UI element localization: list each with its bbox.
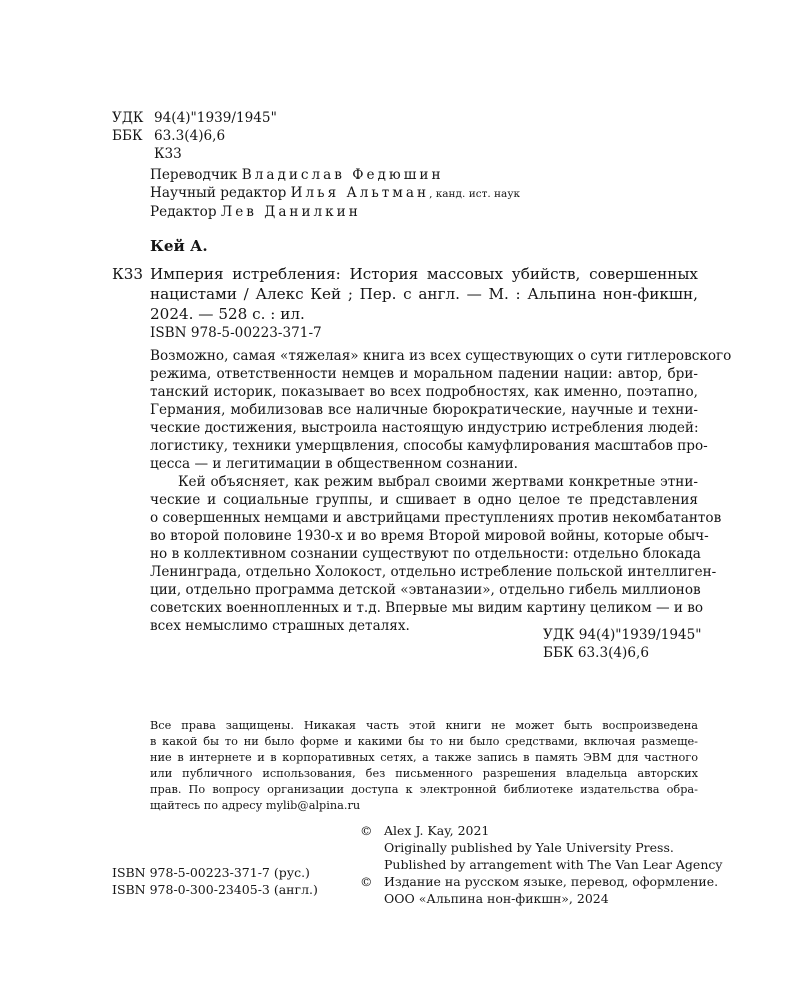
index-bbk: ББК 63.3(4)6,6 [543,645,649,661]
copyright-line: Alex J. Kay, 2021 [384,823,490,838]
translator-line: Переводчик Владислав Федюшин [150,167,444,183]
annotation-line: ческие достижения, выстроила настоящую индустрию истребления людей: [150,420,699,436]
annotation-line: Возможно, самая «тяжелая» книга из всех существующих о сути гитлеровского [150,348,732,364]
isbn-en: ISBN 978-0-300-23405-3 (англ.) [112,882,318,897]
rights-line: или публичного использования, без письменного разрешения владельца авторских [150,767,698,780]
isbn-block [112,864,318,898]
translator-name: Владислав Федюшин [241,167,444,183]
editor-line: Редактор Лев Данилкин [150,204,361,220]
index-block [543,626,702,662]
copyright-symbol: © [360,874,373,889]
author-mark: К33 [154,146,182,162]
rights-line: в какой бы то ни было форме и какими бы то ни было средствами, включая размеще- [150,735,698,748]
copyright-line: Originally published by Yale University Press. [384,840,674,855]
catalog-isbn: ISBN 978-5-00223-371-7 [150,325,322,341]
annotation-line: танский историк, показывает во всех подробностях, как именно, поэтапно, [150,384,698,400]
sci-editor-degree: , канд. ист. наук [429,188,521,200]
copyright-line: Издание на русском языке, перевод, оформление. [384,874,719,889]
annotation-line: о совершенных немцами и австрийцами преступлениях против некомбатантов [150,510,722,526]
catalog-entry-line: Империя истребления: История массовых убийств, совершенных [150,265,698,283]
annotation-line: ческие и социальные группы, и сшивает в одно целое те представления [150,492,698,508]
isbn-ru: ISBN 978-5-00223-371-7 (рус.) [112,865,310,880]
annotation-line: логистику, техники умерщвления, способы камуфлирования масштабов про- [150,438,708,454]
catalog-entry-line: 2024. — 528 с. : ил. [150,305,305,323]
sci-editor-name: Илья Альтман [290,185,430,201]
copyright-symbol: © [360,823,373,838]
catalog-entry [150,264,698,324]
copyright-block [360,822,722,907]
bbk-value: 63.3(4)6,6 [154,128,226,144]
rights-notice [150,718,698,814]
rights-line: щайтесь по адресу mylib@alpina.ru [150,799,361,812]
copyright-line: ООО «Альпина нон-фикшн», 2024 [384,891,609,906]
udk-value: 94(4)"1939/1945" [154,110,277,126]
classification-block [112,109,277,163]
index-udk: УДК 94(4)"1939/1945" [543,627,702,643]
annotation-line: Ленинграда, отдельно Холокост, отдельно истребление польской интеллиген- [150,564,717,580]
author-heading: Кей А. [150,237,208,255]
annotation-line: всех немыслимо страшных деталях. [150,618,410,634]
annotation-line: ции, отдельно программа детской «эвтаназии», отдельно гибель миллионов [150,582,701,598]
annotation-line: но в коллективном сознании существуют по отдельности: отдельно блокада [150,546,701,562]
rights-line: ние в интернете и в корпоративных сетях, а также запись в память ЭВМ для частного [150,751,698,764]
sci-editor-line: Научный редактор Илья Альтман, канд. ист. наук [150,185,521,201]
catalog-entry-line: нацистами / Алекс Кей ; Пер. с англ. — М. : Альпина нон-фикшн, [150,285,698,303]
editor-name: Лев Данилкин [220,204,361,220]
annotation-line: Германия, мобилизовав все наличные бюрократические, научные и техни- [150,402,698,418]
bbk-label: ББК [112,128,143,144]
udk-label: УДК [112,110,144,126]
annotation-line: во второй половине 1930-х и во время Второй мировой войны, которые обыч- [150,528,709,544]
copyright-line: Published by arrangement with The Van Lear Agency [384,857,723,872]
credits-block [150,166,520,221]
rights-line: прав. По вопросу организации доступа к электронной библиотеке издательства обра- [150,783,698,796]
annotation-line: режима, ответственности немцев и моральном падении нации: автор, бри- [150,366,698,382]
catalog-mark: К33 [112,265,144,283]
annotation-line: цесса — и легитимации в общественном сознании. [150,456,518,472]
annotation-line: советских военнопленных и т.д. Впервые мы видим картину целиком — и во [150,600,704,616]
annotation-line: Кей объясняет, как режим выбрал своими жертвами конкретные этни- [178,474,698,490]
rights-line: Все права защищены. Никакая часть этой книги не может быть воспроизведена [150,719,698,732]
